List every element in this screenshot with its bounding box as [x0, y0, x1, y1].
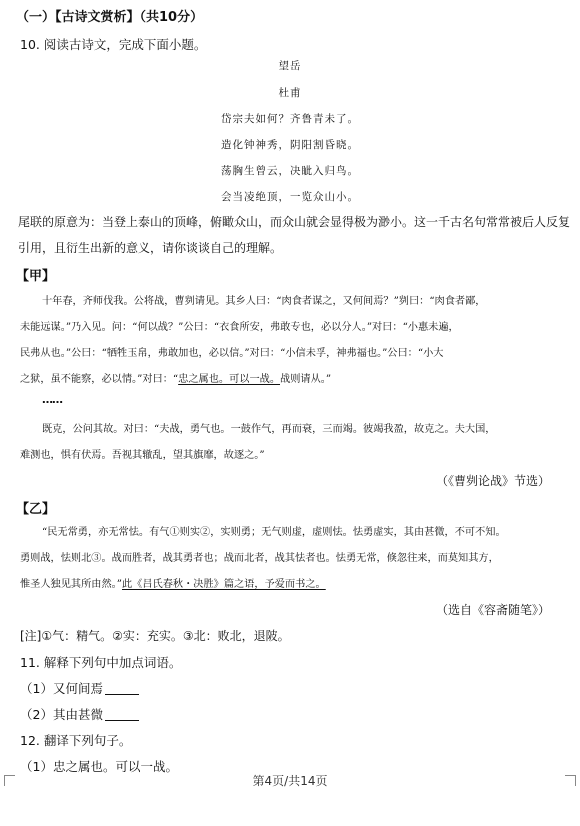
question-item-text: （1）又何间焉 [20, 681, 103, 696]
poem-title: 望岳 [278, 60, 302, 72]
passage-text: 战则请从。” [280, 374, 332, 385]
question-11-prompt: 11. 解释下列句中加点词语。 [20, 655, 182, 670]
passage-line: 既克，公问其故。对曰：“夫战，勇气也。一鼓作气，再而衰，三而竭。彼竭我盈，故克之。夫大国， [42, 424, 496, 435]
poem-line: 会当凌绝顶，一览众山小。 [221, 191, 359, 203]
question-10-prompt: 10. 阅读古诗文，完成下面小题。 [20, 37, 207, 52]
poem-author: 杜甫 [278, 87, 302, 99]
question-12-prompt: 12. 翻译下列句子。 [20, 733, 132, 748]
poem-line: 岱宗夫如何？齐鲁青未了。 [221, 113, 359, 125]
page-footer: 第4页/共14页 [252, 774, 328, 788]
question-item-text: （2）其由甚微 [20, 707, 103, 722]
section-title: （一）【古诗文赏析】（共10分） [16, 10, 204, 25]
ellipsis: …… [42, 393, 62, 406]
passage-yi-source: （选自《容斋随笔》） [435, 603, 550, 617]
passage-yi-label: 【乙】 [16, 502, 56, 517]
passage-text: 惟圣人独见其所由然。” [20, 579, 122, 590]
underlined-sentence: 此《吕氏春秋・决胜》篇之语，予爱而书之。 [121, 579, 326, 590]
question-12-item: （1）忠之属也。可以一战。 [20, 759, 178, 774]
poem-line: 荡胸生曾云，决眦入归鸟。 [221, 165, 359, 177]
question-11-item [20, 679, 580, 697]
passage-line: 难测也，惧有伏焉。吾视其辙乱，望其旗靡，故逐之。” [20, 450, 265, 461]
passage-jia-source: （《曹刿论战》节选） [435, 474, 550, 488]
passage-line [20, 370, 580, 385]
passage-text: 之狱，虽不能察，必以情。”对曰：“ [20, 374, 179, 385]
answer-blank[interactable] [105, 682, 139, 695]
passage-line: 民弗从也。”公曰：“牺牲玉帛，弗敢加也，必以信。”对曰：“小信未孚，神弗福也。”公曰：“小大 [20, 348, 444, 359]
passage-line [20, 575, 580, 590]
passage-line: 勇则战，怯则北③。战而胜者，战其勇者也；战而北者，战其怯者也。怯勇无常，倏忽往来，而莫知其方， [20, 553, 499, 564]
passage-line: 十年春，齐师伐我。公将战，曹刿请见。其乡人曰：“肉食者谋之，又何间焉？”刿曰：“肉食者鄙， [42, 296, 486, 307]
passage-line: “民无常勇，亦无常怯。有气①则实②，实则勇；无气则虚，虚则怯。怯勇虚实，其由甚微，不可不知。 [42, 527, 506, 538]
passage-line: 未能远谋。”乃入见。问：“何以战？”公曰：“衣食所安，弗敢专也，必以分人。”对曰：“小惠未遍， [20, 322, 459, 333]
notes: [注]①气：精气。②实：充实。③北：败北，退陂。 [20, 629, 290, 643]
crop-mark [4, 775, 15, 786]
poem-question-line: 尾联的原意为：当登上泰山的顶峰，俯瞰众山，而众山就会显得极为渺小。这一千古名句常常被后人反复 [18, 215, 571, 229]
crop-mark [565, 775, 576, 786]
poem-question-line: 引用，且衍生出新的意义，请你谈谈自己的理解。 [18, 241, 283, 255]
underlined-sentence: 忠之属也。可以一战。 [178, 374, 281, 385]
poem-line: 造化钟神秀，阴阳割昏晓。 [221, 139, 359, 151]
passage-jia-label: 【甲】 [16, 269, 56, 284]
answer-blank[interactable] [105, 708, 139, 721]
question-11-item [20, 705, 580, 723]
